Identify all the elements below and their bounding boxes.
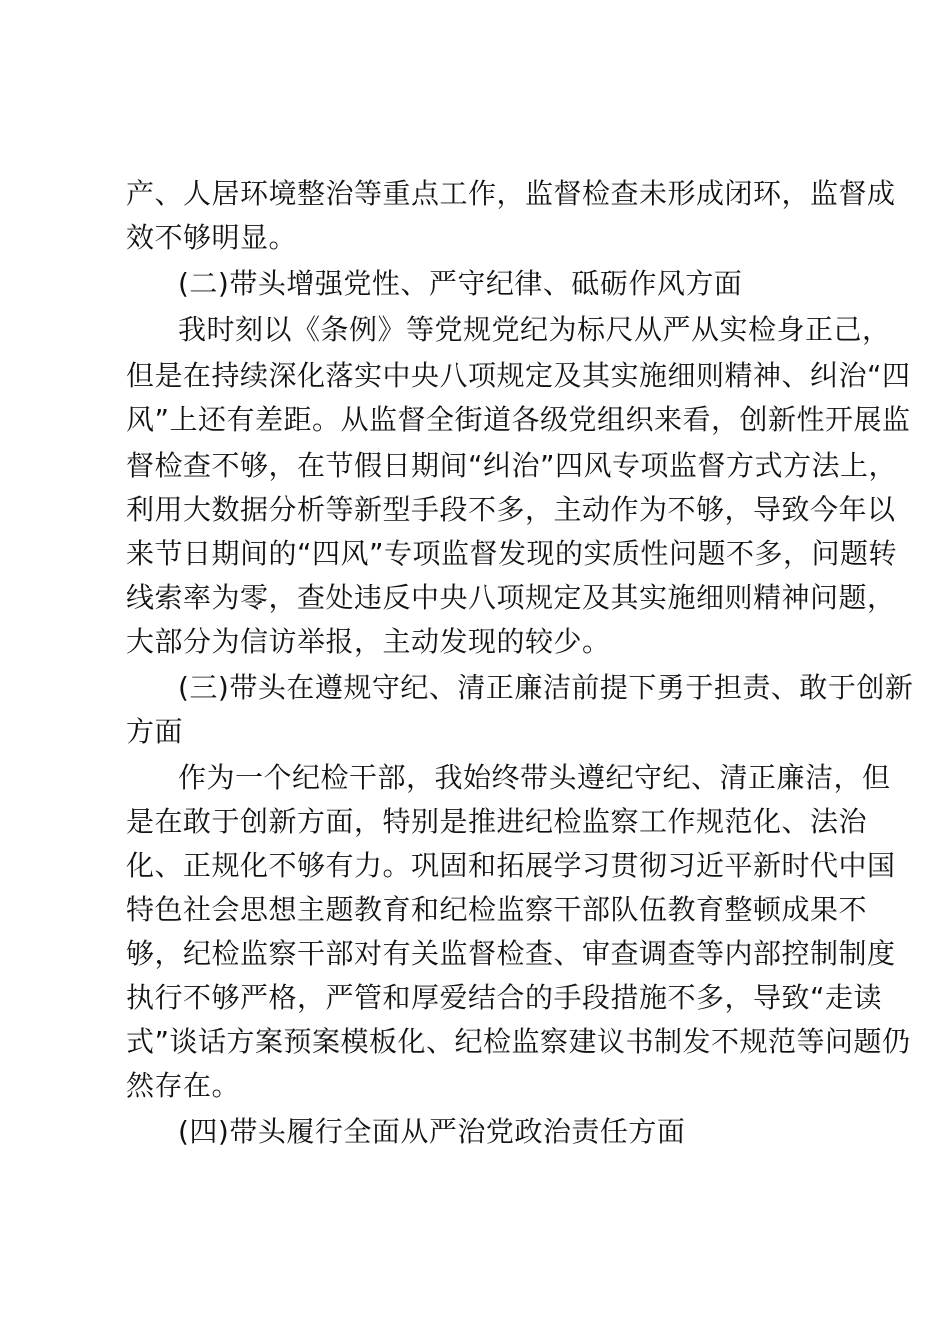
body-text-line: 我时刻以《条例》等党规党纪为标尺从严从实检身正己，: [178, 313, 891, 346]
body-text-line: 执行不够严格，严管和厚爱结合的手段措施不多，导致“走读: [126, 981, 883, 1014]
body-text-line: 督检查不够，在节假日期间“纠治”四风专项监督方式方法上，: [126, 449, 898, 482]
body-text-line: 产、人居环境整治等重点工作，监督检查未形成闭环，监督成: [126, 177, 896, 210]
section-heading-3-continued: 方面: [126, 715, 184, 748]
body-text-line: 式”谈话方案预案模板化、纪检监察建议书制发不规范等问题仍: [126, 1025, 911, 1058]
body-text-line: 是在敢于创新方面，特别是推进纪检监察工作规范化、法治: [126, 805, 868, 838]
body-text-line: 特色社会思想主题教育和纪检监察干部队伍教育整顿成果不: [126, 893, 868, 926]
section-heading-4: (四)带头履行全面从严治党政治责任方面: [178, 1115, 686, 1148]
body-text-line: 然存在。: [126, 1069, 241, 1102]
body-text-line: 来节日期间的“四风”专项监督发现的实质性问题不多，问题转: [126, 537, 898, 570]
body-text-line: 化、正规化不够有力。巩固和拓展学习贯彻习近平新时代中国: [126, 849, 896, 882]
body-text-line: 线索率为零，查处违反中央八项规定及其实施细则精神问题，: [126, 581, 896, 614]
section-heading-3: (三)带头在遵规守纪、清正廉洁前提下勇于担责、敢于创新: [178, 671, 914, 704]
body-text-line: 大部分为信访举报，主动发现的较少。: [126, 625, 611, 658]
body-text-line: 但是在持续深化落实中央八项规定及其实施细则精神、纠治“四: [126, 359, 911, 392]
body-text-line: 利用大数据分析等新型手段不多，主动作为不够，导致今年以: [126, 493, 896, 526]
body-text-line: 作为一个纪检干部，我始终带头遵纪守纪、清正廉洁，但: [178, 761, 891, 794]
body-text-line: 够，纪检监察干部对有关监督检查、审查调查等内部控制制度: [126, 937, 896, 970]
body-text-line: 风”上还有差距。从监督全街道各级党组织来看，创新性开展监: [126, 403, 911, 436]
section-heading-2: (二)带头增强党性、严守纪律、砥砺作风方面: [178, 267, 743, 300]
body-text-line: 效不够明显。: [126, 221, 298, 254]
